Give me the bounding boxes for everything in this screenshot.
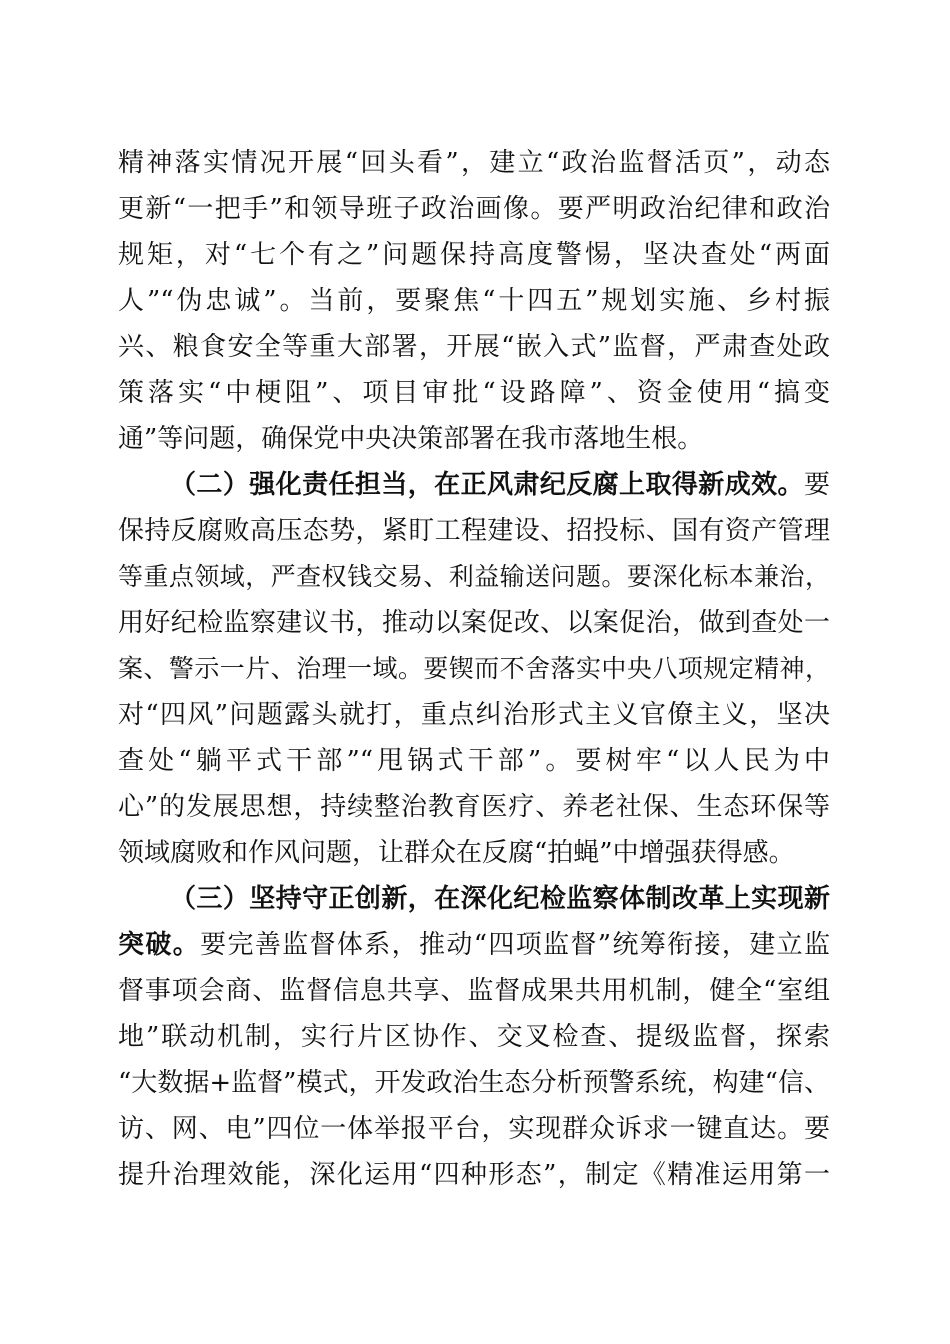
text-line: 更新“一把手”和领导班子政治画像。要严明政治纪律和政治 bbox=[118, 194, 830, 224]
text-line: 查处“躺平式干部”“甩锅式干部”。要树牢“以人民为中 bbox=[118, 746, 830, 776]
text-line: “大数据+监督”模式，开发政治生态分析预警系统，构建“信、 bbox=[118, 1068, 830, 1098]
text-line: 保持反腐败高压态势，紧盯工程建设、招投标、国有资产管理 bbox=[118, 516, 830, 546]
text-line: 精神落实情况开展“回头看”，建立“政治监督活页”，动态 bbox=[118, 148, 830, 178]
text-line: 人”“伪忠诚”。当前，要聚焦“十四五”规划实施、乡村振 bbox=[118, 286, 830, 316]
text-line: 等重点领域，严查权钱交易、利益输送问题。要深化标本兼治， bbox=[118, 562, 830, 591]
section-heading-3: （三）坚持守正创新，在深化纪检监察体制改革上实现新 bbox=[170, 884, 830, 914]
section-heading-2: （二）强化责任担当，在正风肃纪反腐上取得新成效。 bbox=[170, 470, 804, 500]
text-line bbox=[118, 876, 830, 922]
text-line bbox=[118, 462, 830, 508]
text-line: 访、网、电”四位一体举报平台，实现群众诉求一键直达。要 bbox=[118, 1114, 830, 1144]
paragraph-anti-corruption bbox=[118, 462, 830, 876]
text-line: 对“四风”问题露头就打，重点纠治形式主义官僚主义，坚决 bbox=[118, 700, 830, 730]
section-heading-3-continued: 突破。 bbox=[118, 930, 201, 960]
paragraph-political-supervision bbox=[118, 140, 830, 462]
text-line: 用好纪检监察建议书，推动以案促改、以案促治，做到查处一 bbox=[118, 608, 830, 638]
text-line: 地”联动机制，实行片区协作、交叉检查、提级监督，探索 bbox=[118, 1022, 830, 1052]
text-line: 通”等问题，确保党中央决策部署在我市落地生根。 bbox=[118, 424, 704, 454]
text-line: 督事项会商、监督信息共享、监督成果共用机制，健全“室组 bbox=[118, 976, 830, 1006]
text-line: 领域腐败和作风问题，让群众在反腐“拍蝇”中增强获得感。 bbox=[118, 838, 795, 868]
text-fragment: 要完善监督体系，推动“四项监督”统筹衔接，建立监 bbox=[200, 930, 830, 960]
text-line: 案、警示一片、治理一域。要锲而不舍落实中央八项规定精神， bbox=[118, 654, 830, 683]
paragraph-reform-innovation bbox=[118, 876, 830, 1198]
text-line: 规矩，对“七个有之”问题保持高度警惕，坚决查处“两面 bbox=[118, 240, 830, 270]
text-line: 提升治理效能，深化运用“四种形态”，制定《精准运用第一 bbox=[118, 1160, 830, 1190]
text-line: 策落实“中梗阻”、项目审批“设路障”、资金使用“搞变 bbox=[118, 378, 830, 408]
text-line: 兴、粮食安全等重大部署，开展“嵌入式”监督，严肃查处政 bbox=[118, 332, 830, 362]
text-fragment: 要 bbox=[803, 470, 830, 500]
text-line: 心”的发展思想，持续整治教育医疗、养老社保、生态环保等 bbox=[118, 792, 830, 822]
text-line bbox=[118, 922, 830, 968]
document-body bbox=[118, 140, 830, 1198]
